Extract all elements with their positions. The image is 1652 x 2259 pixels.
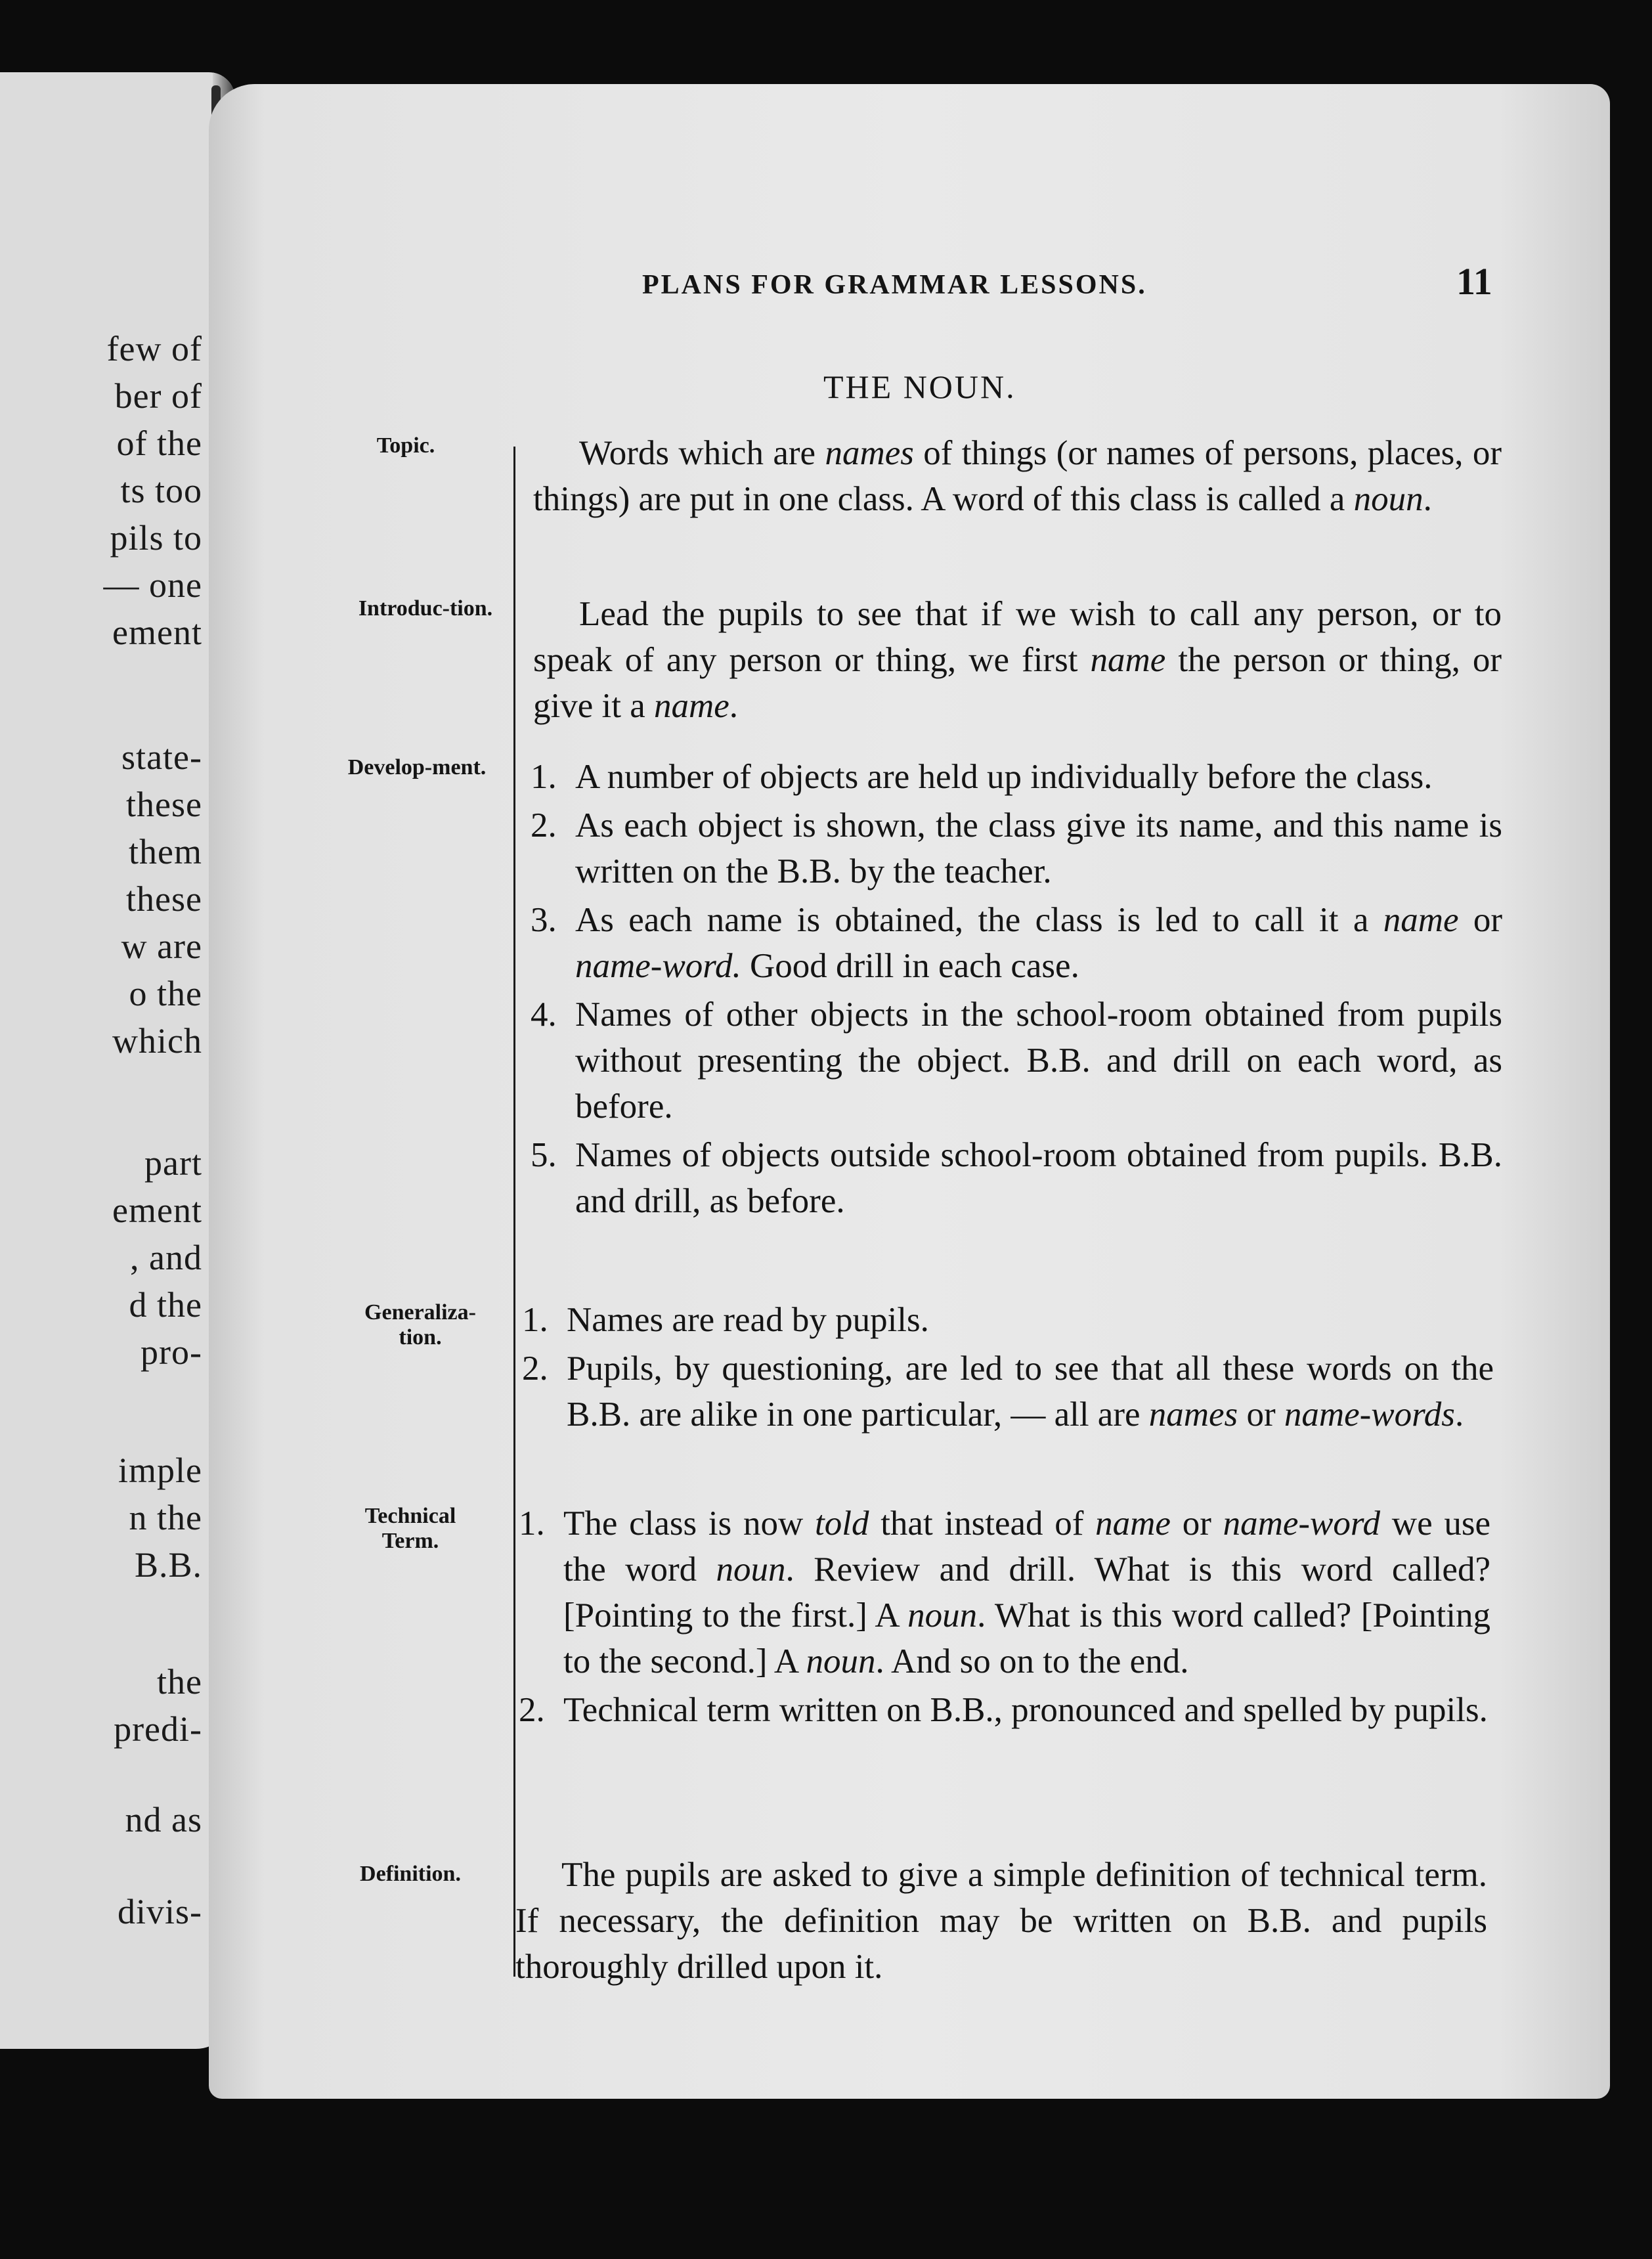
left-page-line: n the [129,1498,202,1537]
development-list [531,754,1502,1227]
list-item: 4. Names of other objects in the school-room obtained from pupils without presenting the object. B.B. and drill on each word, as before. [531,996,1502,1126]
left-page-line: these [126,879,202,919]
left-page-line: which [112,1021,202,1061]
topic-paragraph: Words which are names of things (or names of persons, places, or things) are put in one class. A word of this class is called a noun. [533,434,1502,518]
list-item: 3. As each name is obtained, the class is led to call it a name or name-word. Good drill in each case. [531,901,1502,985]
left-page-line: nd as [125,1800,202,1839]
left-page-line: ement [112,613,202,652]
list-item: 2. Technical term written on B.B., pronounced and spelled by pupils. [519,1691,1488,1729]
left-page-line: these [126,785,202,824]
margin-label-generalization: Generaliza-tion. [364,1300,476,1349]
definition-paragraph: The pupils are asked to give a simple definition of technical term. If necessary, the definition may be written on B.B. and pupils thoroughly drilled upon it. [515,1856,1487,1986]
left-page-line: the [157,1662,202,1701]
left-page-line: ement [112,1191,202,1230]
margin-label-introduction: Introduc-tion. [358,596,493,621]
left-page-line: pils to [110,518,202,558]
list-item: 5. Names of objects outside school-room obtained from pupils. B.B. and drill, as before. [531,1136,1502,1220]
left-page-line: ts too [120,471,202,510]
left-page-line: pro- [141,1332,202,1372]
margin-label-technical-term: Technical Term. [364,1504,456,1553]
list-item: 2. As each object is shown, the class give its name, and this name is written on the B.B. by the teacher. [531,806,1502,890]
left-page [0,72,235,2049]
left-page-line: w are [121,927,202,966]
page-number: 11 [1456,260,1492,303]
left-page-line: imple [118,1451,202,1490]
left-page-line: state- [121,737,202,777]
left-page-line: of the [116,424,202,463]
left-page-line: predi- [114,1709,202,1749]
technical-term-list [519,1501,1490,1736]
left-page-line: d the [129,1285,202,1325]
list-item: 2. Pupils, by questioning, are led to see that all these words on the B.B. are alike in one particular, — all are names or name-words. [522,1349,1494,1434]
generalization-list [522,1297,1494,1440]
list-item: 1. The class is now told that instead of name or name-word we use the word noun. Review and drill. What is this word called? [Pointing to the first.] A noun. What is this word called? [Pointing to the second.] A noun. And so on to the end. [519,1504,1490,1680]
margin-label-development: Develop-ment. [347,755,487,779]
left-page-line: divis- [117,1892,202,1931]
left-page-line: ber of [114,376,202,416]
left-page-line: few of [106,329,202,368]
margin-rule [513,447,515,1977]
left-page-line: B.B. [134,1545,202,1585]
left-page-line: — one [103,565,202,605]
list-item: 1. Names are read by pupils. [522,1301,929,1339]
list-item: 1. A number of objects are held up individually before the class. [531,758,1433,796]
margin-label-topic: Topic. [376,433,435,458]
page-title: THE NOUN. [823,368,1016,405]
left-page-line: o the [129,974,202,1013]
running-head: PLANS FOR GRAMMAR LESSONS. [642,270,1147,300]
left-page-line: part [144,1143,202,1183]
introduction-paragraph: Lead the pupils to see that if we wish to call any person, or to speak of any person or thing, we first name the person or thing, or give it a name. [533,595,1502,725]
margin-label-definition: Definition. [360,1862,461,1886]
left-page-line: them [129,832,202,871]
left-page-line: , and [130,1238,202,1277]
